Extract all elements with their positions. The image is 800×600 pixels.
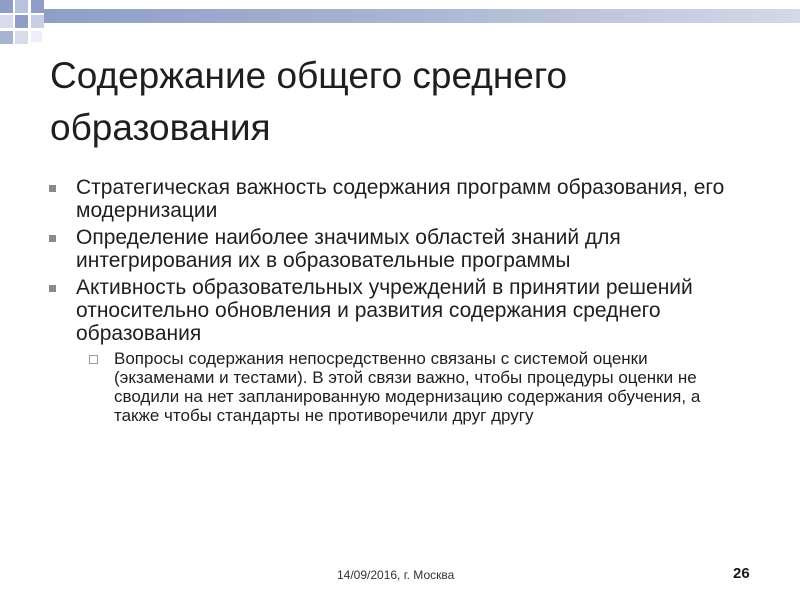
decor-square [0, 0, 13, 13]
page-number: 26 [733, 565, 750, 582]
bullet-list [48, 176, 768, 425]
square-bullet-icon [49, 185, 56, 192]
decor-square [31, 31, 42, 42]
decor-square [31, 15, 44, 28]
square-bullet-icon [49, 285, 56, 292]
bullet-text: Стратегическая важность содержания программ образования, его модернизации [76, 176, 725, 222]
hollow-square-bullet-icon [89, 355, 98, 364]
decor-square [15, 0, 28, 13]
decor-square [0, 31, 13, 44]
bullet-item [48, 226, 768, 272]
decor-square [0, 15, 13, 28]
decor-square [31, 0, 44, 13]
footer-date: 14/09/2016, г. Москва [337, 568, 455, 582]
decor-square [15, 31, 28, 44]
square-bullet-icon [49, 235, 56, 242]
bullet-item [48, 176, 768, 222]
bullet-text: Активность образовательных учреждений в принятии решений относительно обновления и развития содержания среднего образования [76, 276, 693, 345]
slide-title: Содержание общего среднего образования [50, 55, 568, 148]
header-bar [44, 9, 800, 23]
sub-bullet-item [114, 349, 734, 425]
bullet-item [48, 276, 768, 345]
decor-square [15, 15, 28, 28]
bullet-text: Определение наиболее значимых областей знаний для интегрирования их в образовательные программы [76, 226, 621, 272]
sub-bullet-text: Вопросы содержания непосредственно связаны с системой оценки (экзаменами и тестами). В этой связи важно, чтобы процедуры оценки не сводили на нет запланированную модернизацию содержания обучения, а также чтобы стандарты не противоречили друг другу [114, 349, 701, 425]
